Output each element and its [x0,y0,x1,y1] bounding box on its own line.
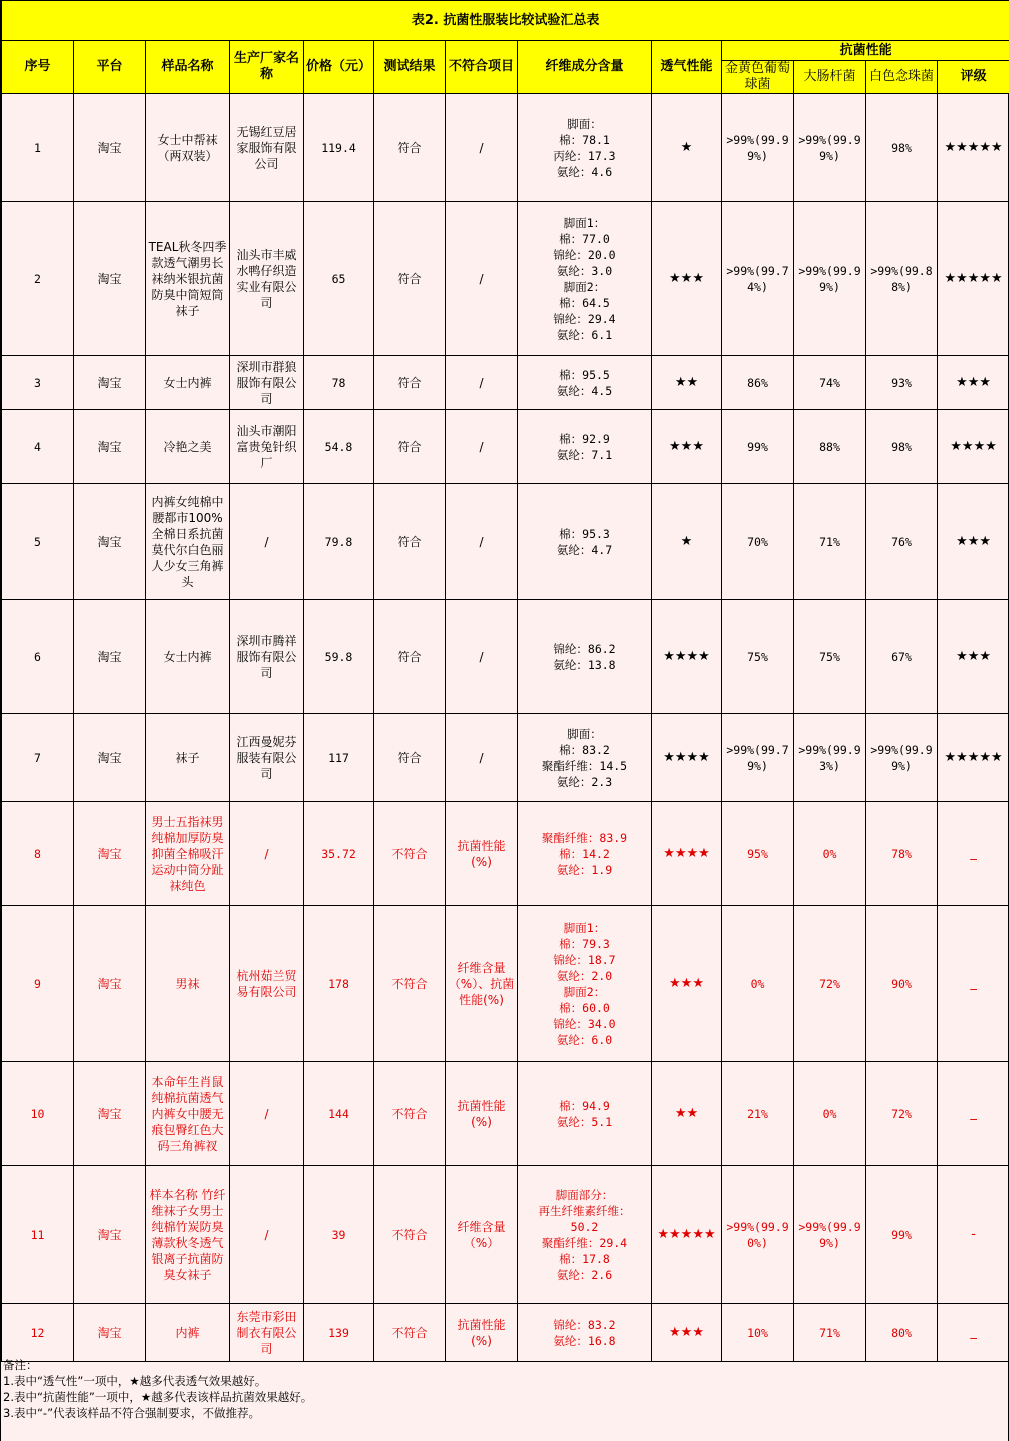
cell-breathability: ★★★★ [652,600,722,714]
cell-no: 12 [2,1304,74,1362]
cell-no: 11 [2,1166,74,1304]
cell-fiber: 脚面部分： 再生纤维素纤维： 50.2 聚酯纤维：29.4 棉：17.8 氨纶：2.6 [518,1166,652,1304]
cell-maker: 深圳市腾祥服饰有限公司 [230,600,304,714]
cell-result: 符合 [374,714,446,802]
cell-name: 内裤 [146,1304,230,1362]
cell-fiber: 脚面1： 棉：79.3 锦纶：18.7 氨纶：2.0 脚面2： 棉：60.0 锦纶：34.0 氨纶：6.0 [518,906,652,1062]
table-row [2,600,1009,714]
table-row [2,410,1009,484]
cell-maker: 汕头市丰威水鸭仔织造实业有限公司 [230,202,304,356]
cell-fiber: 棉：95.5 氨纶：4.5 [518,356,652,410]
cell-no: 6 [2,600,74,714]
cell-breathability: ★★★ [652,410,722,484]
cell-result: 不符合 [374,906,446,1062]
cell-price: 39 [304,1166,374,1304]
cell-result: 符合 [374,410,446,484]
cell-name: TEAL秋冬四季款透气潮男长袜纳米银抗菌防臭中筒短筒袜子 [146,202,230,356]
cell-e-coli: >99%(99.93%) [794,714,866,802]
cell-result: 符合 [374,356,446,410]
cell-fail-item: 纤维含量（%）、抗菌性能(%) [446,906,518,1062]
cell-maker: 深圳市群狼服饰有限公司 [230,356,304,410]
cell-s-aureus: >99%(99.79%) [722,714,794,802]
cell-name: 女士中帮袜（两双装） [146,94,230,202]
cell-name: 女士内裤 [146,600,230,714]
cell-maker: 江西曼妮芬服装有限公司 [230,714,304,802]
header-s-aureus: 金黄色葡萄球菌 [722,61,794,94]
cell-result: 不符合 [374,1166,446,1304]
cell-s-aureus: >99%(99.74%) [722,202,794,356]
cell-price: 178 [304,906,374,1062]
cell-c-albicans: 78% [866,802,938,906]
cell-name: 男袜 [146,906,230,1062]
cell-c-albicans: >99%(99.88%) [866,202,938,356]
cell-rating: _ [938,906,1009,1062]
cell-no: 5 [2,484,74,600]
cell-price: 54.8 [304,410,374,484]
cell-no: 2 [2,202,74,356]
cell-result: 符合 [374,484,446,600]
cell-e-coli: 0% [794,1062,866,1166]
cell-e-coli: 71% [794,484,866,600]
note-1: 1.表中“透气性”一项中，★越多代表透气效果越好。 [3,1374,267,1388]
cell-name: 女士内裤 [146,356,230,410]
cell-e-coli: 72% [794,906,866,1062]
cell-platform: 淘宝 [74,202,146,356]
table-title: 表2. 抗菌性服装比较试验汇总表 [2,1,1009,41]
comparison-table [1,0,1009,1362]
table-row [2,1166,1009,1304]
cell-platform: 淘宝 [74,410,146,484]
cell-maker: 杭州茹兰贸易有限公司 [230,906,304,1062]
cell-s-aureus: 0% [722,906,794,1062]
cell-name: 男士五指袜男纯棉加厚防臭抑菌全棉吸汗运动中筒分趾袜纯色 [146,802,230,906]
cell-no: 1 [2,94,74,202]
cell-platform: 淘宝 [74,802,146,906]
cell-name: 内裤女纯棉中腰都市100%全棉日系抗菌莫代尔白色丽人少女三角裤头 [146,484,230,600]
cell-s-aureus: 70% [722,484,794,600]
cell-no: 4 [2,410,74,484]
table-body [2,94,1009,1362]
cell-maker: 无锡红豆居家服饰有限公司 [230,94,304,202]
header-e-coli: 大肠杆菌 [794,61,866,94]
cell-rating: ★★★ [938,356,1009,410]
cell-s-aureus: 86% [722,356,794,410]
header-platform: 平台 [74,41,146,94]
cell-fail-item: 抗菌性能(%) [446,802,518,906]
table-row [2,1062,1009,1166]
header-antibacterial: 抗菌性能 [722,41,1009,61]
cell-no: 7 [2,714,74,802]
cell-platform: 淘宝 [74,1304,146,1362]
note-3: 3.表中“-”代表该样品不符合强制要求，不做推荐。 [3,1406,261,1420]
cell-breathability: ★★★ [652,1304,722,1362]
cell-fiber: 聚酯纤维：83.9 棉：14.2 氨纶：1.9 [518,802,652,906]
cell-result: 不符合 [374,1062,446,1166]
table-row [2,484,1009,600]
cell-price: 117 [304,714,374,802]
cell-no: 10 [2,1062,74,1166]
cell-no: 9 [2,906,74,1062]
cell-rating: ★★★★★ [938,714,1009,802]
cell-price: 79.8 [304,484,374,600]
table-row [2,1304,1009,1362]
cell-fail-item: / [446,202,518,356]
cell-platform: 淘宝 [74,484,146,600]
cell-s-aureus: 10% [722,1304,794,1362]
cell-s-aureus: >99%(99.99%) [722,94,794,202]
cell-platform: 淘宝 [74,1166,146,1304]
cell-fail-item: / [446,356,518,410]
cell-fiber: 脚面1： 棉：77.0 锦纶：20.0 氨纶：3.0 脚面2： 棉：64.5 锦纶：29.4 氨纶：6.1 [518,202,652,356]
header-no: 序号 [2,41,74,94]
cell-fiber: 棉：94.9 氨纶：5.1 [518,1062,652,1166]
cell-maker: / [230,484,304,600]
note-2: 2.表中“抗菌性能”一项中，★越多代表该样品抗菌效果越好。 [3,1390,313,1404]
cell-result: 符合 [374,600,446,714]
header-c-albicans: 白色念珠菌 [866,61,938,94]
cell-platform: 淘宝 [74,714,146,802]
cell-platform: 淘宝 [74,94,146,202]
cell-rating: _ [938,802,1009,906]
cell-result: 符合 [374,202,446,356]
cell-s-aureus: >99%(99.90%) [722,1166,794,1304]
cell-result: 不符合 [374,1304,446,1362]
cell-fiber: 脚面： 棉：78.1 丙纶：17.3 氨纶：4.6 [518,94,652,202]
cell-name: 样本名称 竹纤维袜子女男士纯棉竹炭防臭薄款秋冬透气银离子抗菌防臭女袜子 [146,1166,230,1304]
cell-e-coli: >99%(99.99%) [794,202,866,356]
cell-e-coli: 88% [794,410,866,484]
table-row [2,906,1009,1062]
header-rating: 评级 [938,61,1009,94]
cell-breathability: ★★ [652,356,722,410]
cell-c-albicans: >99%(99.99%) [866,714,938,802]
cell-breathability: ★ [652,484,722,600]
cell-s-aureus: 21% [722,1062,794,1166]
cell-rating: _ [938,1304,1009,1362]
cell-fiber: 棉：95.3 氨纶：4.7 [518,484,652,600]
cell-s-aureus: 95% [722,802,794,906]
cell-maker: / [230,1166,304,1304]
table-row [2,714,1009,802]
cell-maker: 汕头市潮阳富贵兔针织厂 [230,410,304,484]
cell-e-coli: >99%(99.99%) [794,1166,866,1304]
cell-no: 3 [2,356,74,410]
table-row [2,94,1009,202]
cell-price: 59.8 [304,600,374,714]
cell-breathability: ★★ [652,1062,722,1166]
cell-breathability: ★★★★ [652,802,722,906]
cell-e-coli: 71% [794,1304,866,1362]
cell-fail-item: 抗菌性能(%) [446,1062,518,1166]
cell-fiber: 锦纶：83.2 氨纶：16.8 [518,1304,652,1362]
cell-price: 78 [304,356,374,410]
cell-breathability: ★★★★ [652,714,722,802]
cell-price: 35.72 [304,802,374,906]
cell-breathability: ★★★★★ [652,1166,722,1304]
cell-maker: 东莞市彩田制衣有限公司 [230,1304,304,1362]
cell-c-albicans: 72% [866,1062,938,1166]
table-row [2,802,1009,906]
table-row [2,202,1009,356]
cell-rating: ★★★ [938,484,1009,600]
cell-result: 不符合 [374,802,446,906]
cell-e-coli: 74% [794,356,866,410]
cell-rating: - [938,1166,1009,1304]
cell-c-albicans: 99% [866,1166,938,1304]
cell-name: 本命年生肖鼠纯棉抗菌透气内裤女中腰无痕包臀红色大码三角裤衩 [146,1062,230,1166]
cell-rating: _ [938,1062,1009,1166]
cell-breathability: ★★★ [652,906,722,1062]
cell-platform: 淘宝 [74,1062,146,1166]
cell-name: 冷艳之美 [146,410,230,484]
cell-e-coli: 75% [794,600,866,714]
cell-result: 符合 [374,94,446,202]
cell-platform: 淘宝 [74,356,146,410]
cell-e-coli: 0% [794,802,866,906]
cell-e-coli: >99%(99.99%) [794,94,866,202]
header-price: 价格（元） [304,41,374,94]
cell-price: 144 [304,1062,374,1166]
cell-price: 65 [304,202,374,356]
cell-c-albicans: 93% [866,356,938,410]
header-maker: 生产厂家名称 [230,41,304,94]
cell-fail-item: / [446,484,518,600]
cell-fail-item: / [446,600,518,714]
cell-rating: ★★★★ [938,410,1009,484]
notes [3,1357,312,1421]
cell-rating: ★★★★★ [938,202,1009,356]
cell-c-albicans: 76% [866,484,938,600]
cell-fail-item: / [446,410,518,484]
cell-fiber: 脚面： 棉：83.2 聚酯纤维：14.5 氨纶：2.3 [518,714,652,802]
header-name: 样品名称 [146,41,230,94]
cell-c-albicans: 90% [866,906,938,1062]
cell-breathability: ★★★ [652,202,722,356]
cell-platform: 淘宝 [74,906,146,1062]
cell-s-aureus: 99% [722,410,794,484]
cell-no: 8 [2,802,74,906]
cell-rating: ★★★★★ [938,94,1009,202]
notes-heading: 备注： [3,1358,38,1372]
cell-maker: / [230,1062,304,1166]
header-result: 测试结果 [374,41,446,94]
cell-fail-item: / [446,94,518,202]
cell-c-albicans: 67% [866,600,938,714]
cell-fail-item: 纤维含量（%） [446,1166,518,1304]
cell-rating: ★★★ [938,600,1009,714]
cell-breathability: ★ [652,94,722,202]
cell-fiber: 棉：92.9 氨纶：7.1 [518,410,652,484]
cell-c-albicans: 80% [866,1304,938,1362]
cell-platform: 淘宝 [74,600,146,714]
cell-c-albicans: 98% [866,410,938,484]
cell-price: 139 [304,1304,374,1362]
cell-c-albicans: 98% [866,94,938,202]
header-breathability: 透气性能 [652,41,722,94]
cell-fail-item: 抗菌性能(%) [446,1304,518,1362]
cell-fiber: 锦纶：86.2 氨纶：13.8 [518,600,652,714]
cell-name: 袜子 [146,714,230,802]
cell-price: 119.4 [304,94,374,202]
header-fail-item: 不符合项目 [446,41,518,94]
table-row [2,356,1009,410]
cell-maker: / [230,802,304,906]
cell-fail-item: / [446,714,518,802]
header-fiber: 纤维成分含量 [518,41,652,94]
cell-s-aureus: 75% [722,600,794,714]
